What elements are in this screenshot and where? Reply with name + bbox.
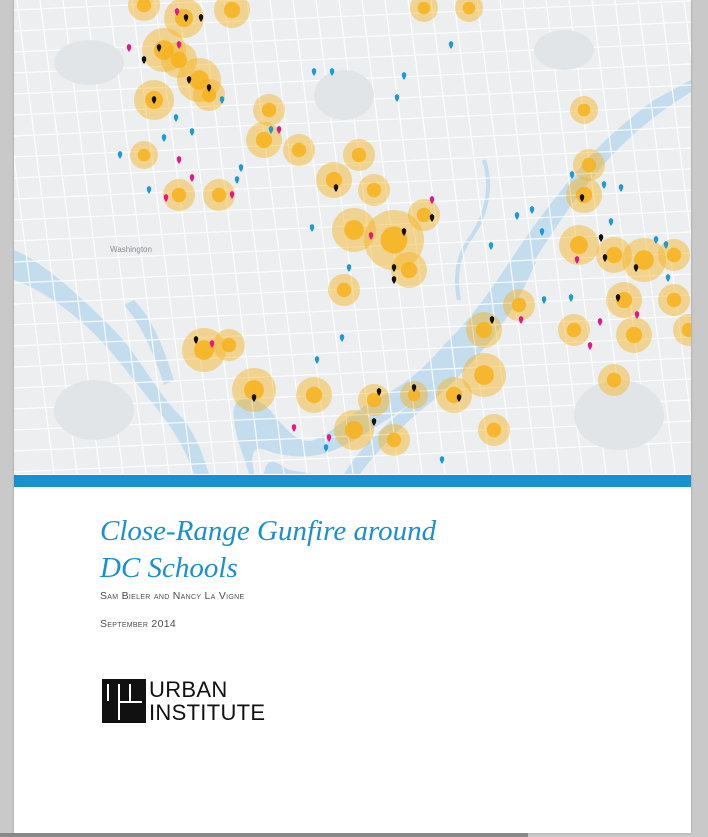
gunfire-hotspot-core [474, 365, 494, 385]
gunfire-hotspot-core [418, 2, 431, 15]
report-date: September 2014 [100, 618, 176, 630]
accent-stripe [14, 475, 691, 487]
gunfire-hotspot-core [224, 2, 240, 18]
gunfire-hotspot-core [222, 338, 236, 352]
gunfire-hotspot-core [306, 387, 322, 403]
report-authors: Sam Bieler and Nancy La Vigne [100, 590, 245, 602]
gunfire-hotspot-core [262, 103, 276, 117]
cover-page [14, 0, 691, 833]
logo-word-institute: INSTITUTE [149, 700, 266, 725]
page-bottom-edge [0, 833, 528, 837]
gunfire-hotspot-core [512, 298, 526, 312]
gunfire-hotspot-core [387, 433, 401, 447]
gunfire-hotspot-core [578, 104, 591, 117]
gunfire-hotspot-core [476, 322, 492, 338]
gunfire-hotspot-core [344, 220, 364, 240]
gunfire-hotspot-core [576, 187, 592, 203]
gunfire-hotspot-core [172, 188, 186, 202]
gunfire-hotspot-core [212, 188, 226, 202]
gunfire-hotspot-core [667, 293, 681, 307]
gunfire-map [14, 0, 691, 474]
gunfire-hotspot-core [256, 132, 272, 148]
map-graphic [14, 0, 691, 474]
gunfire-hotspot-core [463, 2, 476, 15]
gunfire-hotspot-core [345, 421, 363, 439]
gunfire-hotspot-core [292, 143, 306, 157]
gunfire-hotspot-core [138, 149, 151, 162]
urban-institute-logo-mark [102, 679, 146, 723]
gunfire-hotspot-core [352, 148, 366, 162]
gunfire-hotspot-core [567, 323, 581, 337]
gunfire-hotspot-core [367, 183, 381, 197]
gunfire-hotspot-core [667, 248, 681, 262]
gunfire-hotspot-core [606, 247, 622, 263]
gunfire-hotspot-core [626, 327, 642, 343]
washington-label: Washington [110, 245, 152, 254]
gunfire-hotspot-core [607, 373, 621, 387]
gunfire-hotspot-core [417, 208, 431, 222]
logo-word-urban: URBAN [149, 677, 228, 702]
gunfire-hotspot-core [401, 262, 417, 278]
gunfire-hotspot-core [487, 423, 501, 437]
gunfire-hotspot-core [570, 236, 588, 254]
report-title-line-1: Close-Range Gunfire around [100, 515, 437, 547]
report-title-line-2: DC Schools [100, 552, 238, 584]
gunfire-hotspot-core [582, 158, 596, 172]
gunfire-hotspot-core [337, 283, 351, 297]
